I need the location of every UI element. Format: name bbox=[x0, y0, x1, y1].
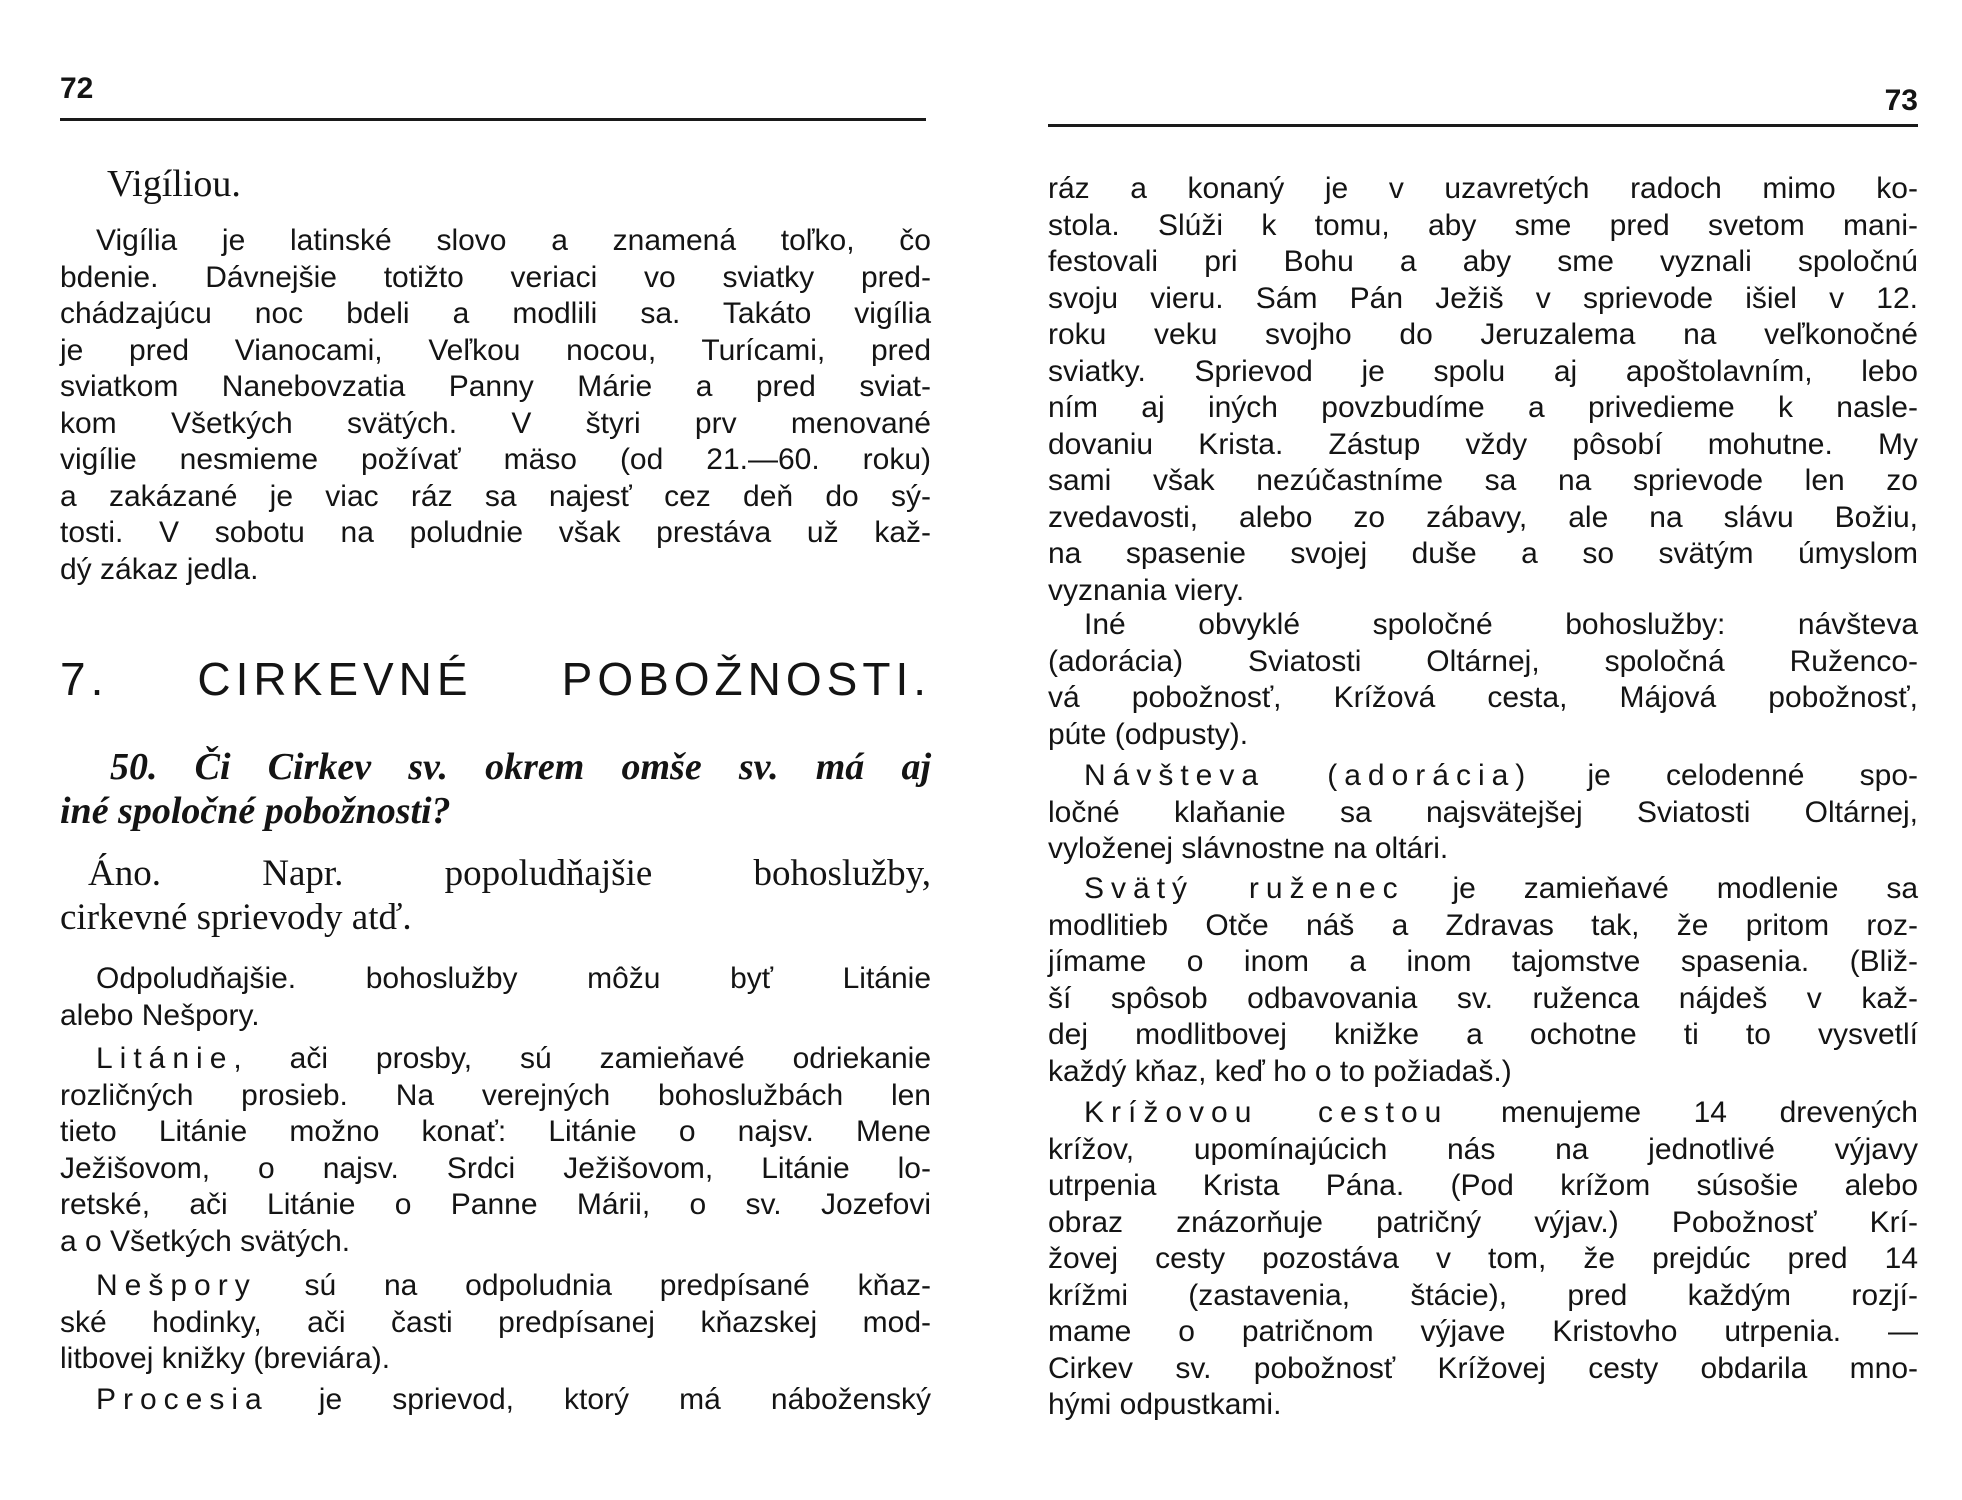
emphasized-term: Návšteva (adorácia) bbox=[1084, 759, 1533, 792]
text-line: krížmi (zastavenia, štácie), pred každým rozjí- bbox=[1048, 1278, 1918, 1312]
text-line: hými odpustkami. bbox=[1048, 1388, 1282, 1421]
text-line: dej modlitbovej knižke a ochotne ti to vysvetlí bbox=[1048, 1018, 1918, 1051]
text-line: žovej cesty pozostáva v tom, že prejdúc pred 14 bbox=[1048, 1242, 1918, 1275]
text-line: krížov, upomínajúcich nás na jednotlivé výjavy bbox=[1048, 1132, 1918, 1166]
line-text: je zamieňavé modlenie sa bbox=[1404, 872, 1918, 905]
text-line bbox=[60, 1382, 931, 1419]
text-line: alebo Nešpory. bbox=[60, 998, 260, 1032]
text-line: a zakázané je viac ráz sa najesť cez deň do sý- bbox=[60, 479, 931, 513]
text-line bbox=[1048, 871, 1918, 908]
paragraph-rosary bbox=[1048, 871, 1918, 1090]
text-line: retské, ači Litánie o Panne Márii, o sv. Jozefovi bbox=[60, 1188, 931, 1221]
paragraph-litany bbox=[60, 1041, 931, 1260]
line-text: menujeme 14 drevených bbox=[1448, 1096, 1918, 1129]
text-line: iné spoločné pobožnosti? bbox=[60, 790, 451, 832]
header-rule bbox=[60, 118, 926, 121]
emphasized-term: Nešpory bbox=[96, 1269, 257, 1302]
text-line: obraz znázorňuje patričný výjav.) Pobožnosť Krí- bbox=[1048, 1205, 1918, 1239]
text-line: a o Všetkých svätých. bbox=[60, 1224, 351, 1258]
emphasized-term: Krížovou cestou bbox=[1084, 1096, 1449, 1129]
line-text: sú na odpoludnia predpísané kňaz- bbox=[256, 1269, 931, 1302]
text-line: roku veku svojho do Jeruzalema na veľkonočné bbox=[1048, 318, 1918, 351]
text-line: púte (odpusty). bbox=[1048, 717, 1249, 751]
text-line bbox=[60, 1268, 931, 1305]
paragraph-vespers bbox=[60, 1268, 931, 1378]
text-line: vá pobožnosť, Krížová cesta, Májová pobožnosť, bbox=[1048, 681, 1918, 714]
paragraph-procession bbox=[60, 1382, 931, 1419]
text-line: tieto Litánie možno konať: Litánie o najsv. Mene bbox=[60, 1115, 931, 1148]
text-line: rozličných prosieb. Na verejných bohoslužbách len bbox=[60, 1078, 931, 1112]
line-text: je celodenné spo- bbox=[1532, 759, 1918, 792]
text-line: jímame o inom a inom tajomstve spasenia. (Bliž- bbox=[1048, 945, 1918, 978]
text-line: Vigília je latinské slovo a znamená toľko, čo bbox=[96, 224, 931, 257]
text-line: dý zákaz jedla. bbox=[60, 552, 259, 586]
text-line: Iné obvyklé spoločné bohoslužby: návšteva bbox=[1084, 608, 1918, 641]
text-line: každý kňaz, keď ho o to požiadaš.) bbox=[1048, 1054, 1512, 1088]
text-line: festovali pri Bohu a aby sme vyznali spoločnú bbox=[1048, 245, 1918, 278]
emphasized-term: Litánie bbox=[96, 1042, 234, 1075]
paragraph-afternoon-services bbox=[60, 961, 931, 1034]
paragraph-stations-of-cross bbox=[1048, 1095, 1918, 1424]
text-line bbox=[1048, 1095, 1918, 1132]
text-line: sami však nezúčastníme sa na sprievode len zo bbox=[1048, 464, 1918, 497]
chapter-heading: 7. CIRKEVNÉ POBOŽNOSTI. bbox=[60, 653, 931, 705]
text-line: chádzajúcu noc bdeli a modlili sa. Takáto vigília bbox=[60, 297, 931, 330]
question bbox=[60, 745, 931, 833]
text-line: (adorácia) Sviatosti Oltárnej, spoločná Ruženco- bbox=[1048, 644, 1918, 678]
emphasized-term: Procesia bbox=[96, 1383, 269, 1416]
text-line: ské hodinky, ači časti predpísanej kňazskej mod- bbox=[60, 1305, 931, 1339]
text-line: Odpoludňajšie. bohoslužby môžu byť Litánie bbox=[96, 962, 931, 995]
text-line: ločné klaňanie sa najsvätejšej Sviatosti Oltárnej, bbox=[1048, 795, 1918, 829]
text-line: ráz a konaný je v uzavretých radoch mimo ko- bbox=[1048, 172, 1918, 205]
text-line: dovaniu Krista. Zástup vždy pôsobí mohutne. My bbox=[1048, 427, 1918, 461]
header-rule bbox=[1048, 124, 1918, 127]
text-line bbox=[60, 1041, 931, 1078]
text-line: Ježišovom, o najsv. Srdci Ježišovom, Litánie lo- bbox=[60, 1151, 931, 1185]
line-text: je sprievod, ktorý má náboženský bbox=[268, 1383, 931, 1416]
text-line: cirkevné sprievody atď. bbox=[60, 897, 412, 938]
answer bbox=[60, 852, 931, 940]
text-line: na spasenie svojej duše a so svätým úmyslom bbox=[1048, 537, 1918, 570]
text-line: vyznania viery. bbox=[1048, 573, 1245, 607]
paragraph-other-services bbox=[1048, 607, 1918, 753]
text-line: modlitieb Otče náš a Zdravas tak, že pritom roz- bbox=[1048, 908, 1918, 942]
text-line: sviatky. Sprievod je spolu aj apoštolavním, lebo bbox=[1048, 354, 1918, 388]
line-text: , ači prosby, sú zamieňavé odriekanie bbox=[233, 1042, 931, 1075]
text-line: svoju vieru. Sám Pán Ježiš v sprievode išiel v 12. bbox=[1048, 281, 1918, 315]
text-line: sviatkom Nanebovzatia Panny Márie a pred sviat- bbox=[60, 370, 931, 403]
text-line: utrpenia Krista Pána. (Pod krížom súsošie alebo bbox=[1048, 1169, 1918, 1202]
text-line: Cirkev sv. pobožnosť Krížovej cesty obdarila mno- bbox=[1048, 1351, 1918, 1385]
section-heading-tail: Vigíliou. bbox=[107, 163, 241, 205]
text-line: ší spôsob odbavovania sv. ruženca nájdeš v kaž- bbox=[1048, 981, 1918, 1015]
text-line: kom Všetkých svätých. V štyri prv menované bbox=[60, 406, 931, 440]
paragraph-procession-continued bbox=[1048, 171, 1918, 609]
page-number: 73 bbox=[1884, 84, 1918, 117]
emphasized-term: Svätý ruženec bbox=[1084, 872, 1405, 905]
text-line: tosti. V sobotu na poludnie však prestáva už kaž- bbox=[60, 516, 931, 549]
text-line: vigílie nesmieme požívať mäso (od 21.—60. roku) bbox=[60, 443, 931, 476]
text-line: je pred Vianocami, Veľkou nocou, Turícami, pred bbox=[60, 333, 931, 367]
text-line: Áno. Napr. popoludňajšie bohoslužby, bbox=[88, 853, 931, 894]
text-line: mame o patričnom výjave Kristovho utrpenia. — bbox=[1048, 1315, 1918, 1348]
text-line: 50. Či Cirkev sv. okrem omše sv. má aj bbox=[110, 746, 931, 788]
text-line: ním aj iných povzbudíme a privedieme k nasle- bbox=[1048, 391, 1918, 424]
text-line: litbovej knižky (breviára). bbox=[60, 1342, 391, 1375]
text-line: bdenie. Dávnejšie totižto veriaci vo sviatky pred- bbox=[60, 260, 931, 294]
text-line bbox=[1048, 758, 1918, 795]
text-line: zvedavosti, alebo zo zábavy, ale na slávu Božiu, bbox=[1048, 500, 1918, 534]
paragraph-adoration bbox=[1048, 758, 1918, 868]
text-line: stola. Slúži k tomu, aby sme pred svetom mani- bbox=[1048, 208, 1918, 242]
paragraph-vigil bbox=[60, 223, 931, 588]
page-number: 72 bbox=[60, 72, 94, 105]
text-line: vyloženej slávnostne na oltári. bbox=[1048, 832, 1449, 865]
